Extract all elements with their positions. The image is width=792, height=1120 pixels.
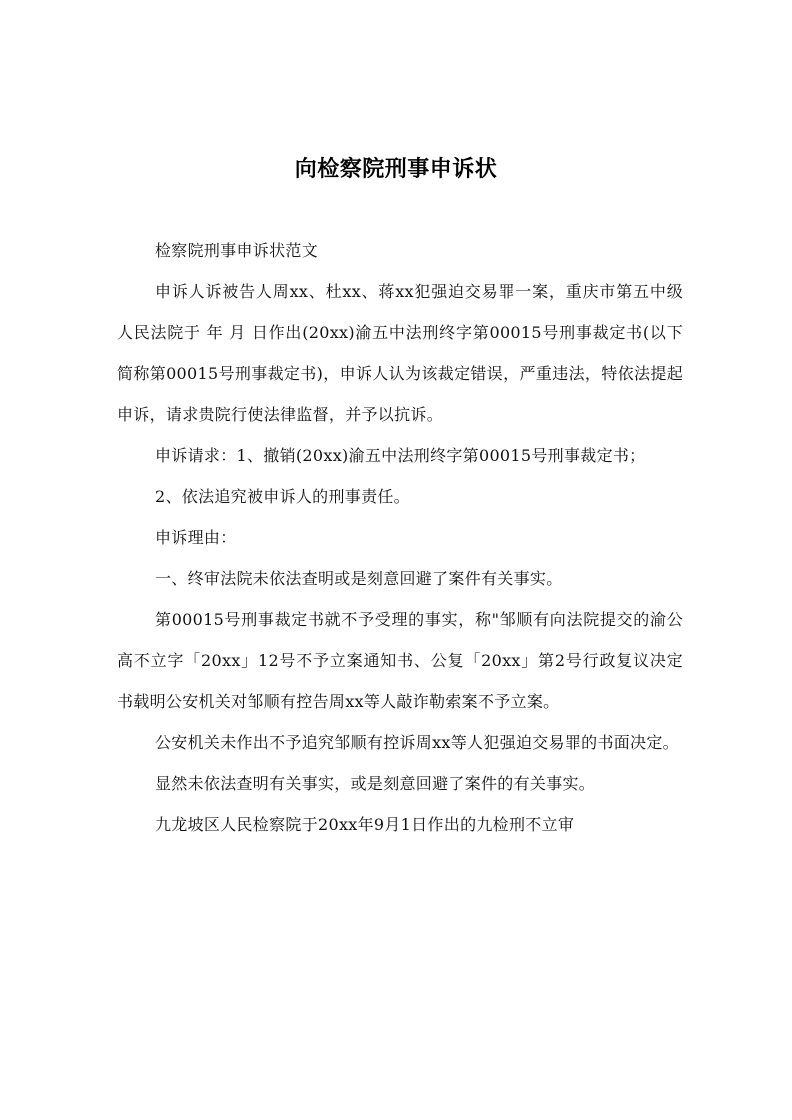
paragraph-request-2: 2、依法追究被申诉人的刑事责任。 bbox=[155, 487, 410, 506]
paragraph-intro: 申诉人诉被告人周xx、杜xx、蒋xx犯强迫交易罪一案，重庆市第五中级人民法院于 年 月 日作出(20xx)渝五中法刑终字第00015号刑事裁定书(以下简称第00015号刑事裁定书)，申诉人认为该裁定错误，严重违法，特依法提起申诉，请求贵院行使法律监督，并予以抗诉。 bbox=[117, 282, 683, 424]
paragraph-reason-1: 一、终审法院未依法查明或是刻意回避了案件有关事实。 bbox=[155, 569, 563, 588]
paragraph-subtitle: 检察院刑事申诉状范文 bbox=[155, 241, 319, 260]
paragraph-request-1: 申诉请求：1、撤销(20xx)渝五中法刑终字第00015号刑事裁定书； bbox=[155, 446, 646, 465]
document-body bbox=[117, 230, 683, 845]
document-title: 向检察院刑事申诉状 bbox=[294, 157, 498, 182]
paragraph-ruling-facts: 第00015号刑事裁定书就不予受理的事实，称"邹顺有向法院提交的渝公高不立字「20xx」12号不予立案通知书、公复「20xx」第2号行政复议决定书载明公安机关对邹顺有控告周xx等人敲诈勒索案不予立案。 bbox=[117, 610, 683, 711]
paragraph-reason-heading: 申诉理由： bbox=[155, 528, 237, 547]
paragraph-police-decision: 公安机关未作出不予追究邹顺有控诉周xx等人犯强迫交易罪的书面决定。 bbox=[155, 733, 679, 752]
paragraph-procuratorate: 九龙坡区人民检察院于20xx年9月1日作出的九检刑不立审 bbox=[155, 815, 575, 834]
paragraph-conclusion: 显然未依法查明有关事实，或是刻意回避了案件的有关事实。 bbox=[155, 774, 596, 793]
